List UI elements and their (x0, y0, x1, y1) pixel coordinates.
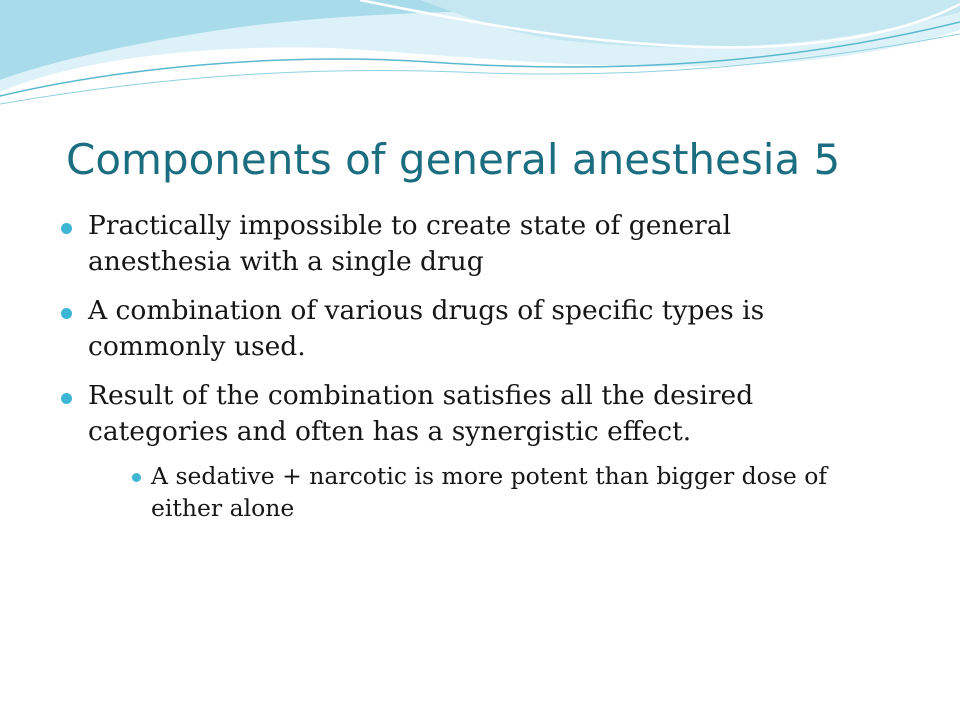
bullet-text-line: categories and often has a synergistic effect. (88, 416, 692, 447)
sub-bullet-dot-icon (132, 473, 141, 482)
slide-body (60, 208, 920, 537)
bullet-text-line: Result of the combination satisfies all the desired (88, 380, 754, 411)
bullet-dot-icon (61, 308, 72, 319)
bullet-text-line: Practically impossible to create state of general (88, 210, 732, 241)
bullet-dot-icon (61, 393, 72, 404)
bullet-dot-icon (61, 223, 72, 234)
bullet-text-line: A combination of various drugs of specific types is (88, 295, 765, 326)
bullet-item (60, 293, 920, 365)
slide-title: Components of general anesthesia 5 (66, 135, 841, 184)
bullet-list (60, 208, 920, 524)
sub-bullet-item (123, 460, 920, 524)
bullet-item (60, 378, 920, 524)
bullet-text-line: commonly used. (88, 331, 306, 362)
bullet-text-line: anesthesia with a single drug (88, 246, 484, 277)
sub-bullet-text-line: either alone (151, 494, 295, 522)
sub-bullet-list (88, 460, 920, 524)
bullet-item (60, 208, 920, 280)
header-wave-decoration (0, 0, 960, 120)
sub-bullet-text-line: A sedative + narcotic is more potent than bigger dose of (151, 462, 828, 490)
